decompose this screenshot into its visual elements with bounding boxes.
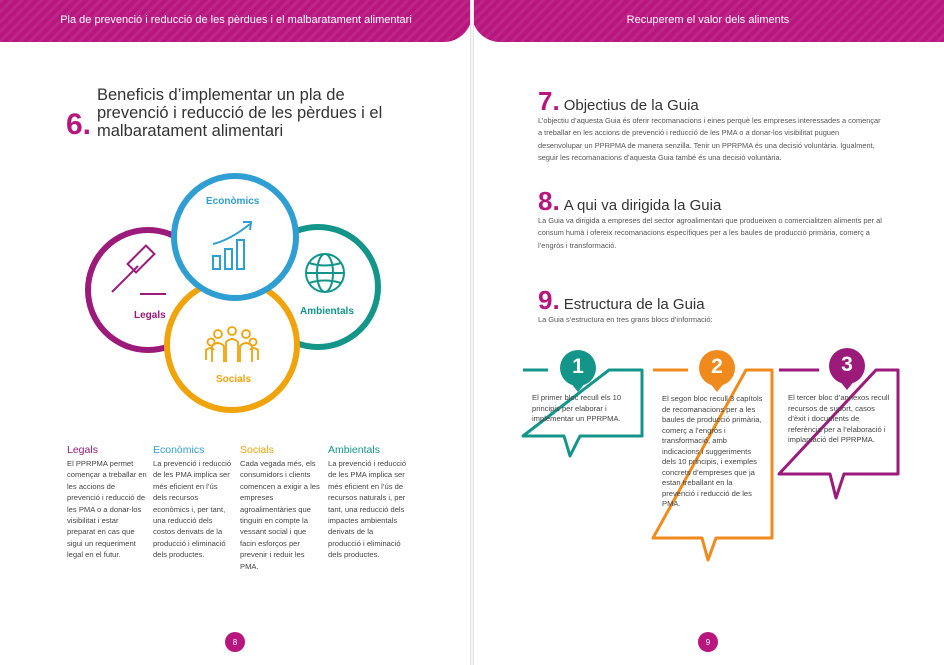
venn-label-economics: Econòmics xyxy=(206,196,260,207)
block-text: El primer bloc recull els 10 principis per elaborar i implementar un PPRPMA. xyxy=(532,393,622,423)
section-6-number: 6. xyxy=(66,108,92,141)
page-number-right: 9 xyxy=(698,632,718,652)
column-title: Socials xyxy=(240,444,274,456)
block-number: 1 xyxy=(572,355,584,378)
column-legals xyxy=(67,444,147,561)
block-text: El segon bloc recull 3 capítols de recomanacions per a les baules de producció primària, comerç a l’engròs i transformació, amb indicacions i suggeriments dels 10 principis, i exemples concrets d’empreses que ja estan treballant en la prevenció i reducció de les PMA. xyxy=(662,394,763,508)
guide-block-1 xyxy=(520,348,645,463)
right-page xyxy=(472,0,944,665)
section-6-title: Beneficis d’implementar un pla de prevenció i reducció de les pèrdues i el malbaratament alimentari xyxy=(97,86,383,140)
section-9 xyxy=(538,285,883,326)
section-8 xyxy=(538,186,883,252)
column-title: Econòmics xyxy=(153,444,205,456)
section-title: A qui va dirigida la Guia xyxy=(563,197,722,214)
column-title: Legals xyxy=(67,444,98,456)
right-header-title: Recuperem el valor dels aliments xyxy=(626,14,790,26)
block-number: 3 xyxy=(841,353,853,376)
column-title: Ambientals xyxy=(328,444,380,456)
section-text: La Guia s’estructura en tres grans blocs d’informació: xyxy=(538,315,713,324)
right-header-bar xyxy=(472,0,944,42)
column-text: La prevenció i reducció de les PMA implica ser més eficient en l’ús dels recursos econòmics i, per tant, una reducció dels costos derivats de la producció i eliminació dels productes. xyxy=(153,459,232,560)
page-number-left: 8 xyxy=(225,632,245,652)
column-text: Cada vegada més, els consumidors i clients comencen a exigir a les empreses agroalimentàries que tinguin en compte la vessant social i que facin esforços per prevenir i reduir les PMA. xyxy=(240,459,320,571)
venn-label-legals: Legals xyxy=(134,310,166,321)
block-number: 2 xyxy=(711,355,723,378)
section-7 xyxy=(538,86,883,164)
book-spine xyxy=(470,0,474,665)
section-number: 9. xyxy=(538,285,560,315)
section-title: Objectius de la Guia xyxy=(563,97,699,114)
guide-block-3 xyxy=(776,348,901,506)
left-header-bar xyxy=(0,0,472,42)
section-text: La Guia va dirigida a empreses del sector agroalimentari que produeixen o comercialitzen aliments per al consum humà i ofereix recomanacions específiques per a les baules de producció primària, comerç a l’engròs i transformació. xyxy=(538,216,882,250)
benefits-venn-diagram xyxy=(80,170,390,440)
venn-label-ambientals: Ambientals xyxy=(300,306,354,317)
section-number: 8. xyxy=(538,186,560,216)
economics-circle xyxy=(174,176,296,298)
left-header-title: Pla de prevenció i reducció de les pèrdues i el malbaratament alimentari xyxy=(60,14,412,26)
column-ambientals xyxy=(328,444,408,561)
column-text: La prevenció i reducció de les PMA implica ser més eficient en l’ús de recursos naturals i, per tant, una reducció dels impactes ambientals derivats de la producció i eliminació dels productes. xyxy=(328,459,407,560)
section-title: Estructura de la Guia xyxy=(563,296,705,313)
block-text: El tercer bloc d’annexos recull recursos de suport, casos d’èxit i documents de referència per a l’elaboració i implantació del PPRPMA. xyxy=(788,393,890,444)
column-economics xyxy=(153,444,233,561)
guide-block-2 xyxy=(650,348,775,568)
section-text: L’objectiu d’aquesta Guia és oferir recomanacions i eines perquè les empreses interessades a començar a treballar en les accions de prevenció i reducció de les PMA o a donar-los visibilitat puguen desenvolupar un PPRPMA de manera senzilla. Tenir un PPRPMA és una decisió voluntària. Igualment, seguir les recomanacions d’aquesta Guia també és una decisió voluntària. xyxy=(538,116,881,162)
section-number: 7. xyxy=(538,86,560,116)
guide-blocks xyxy=(520,348,925,588)
venn-label-socials: Socials xyxy=(216,374,252,385)
column-socials xyxy=(240,444,320,572)
column-text: El PPRPMA permet començar a treballar en les accions de prevenció i reducció de les PMA o a donar-los visibilitat i estar preparat en cas que sigui un requeriment legal en el futur. xyxy=(67,459,147,560)
